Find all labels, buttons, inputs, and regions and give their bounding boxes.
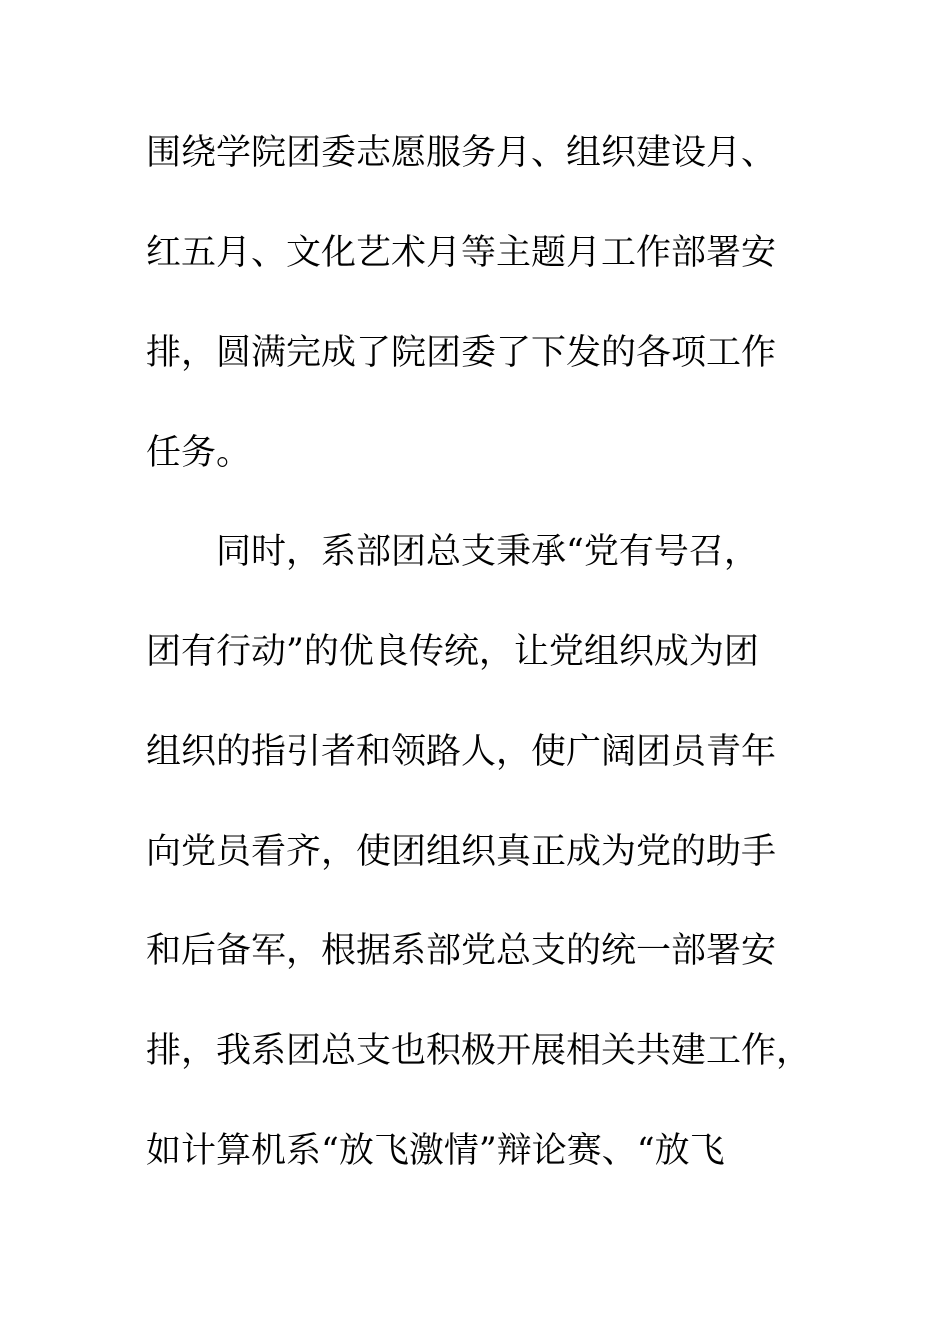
- text-line-3: 排，圆满完成了院团委了下发的各项工作: [146, 333, 777, 373]
- text-line-2: 红五月、文化艺术月等主题月工作部署安: [146, 233, 777, 273]
- text-line-4: 任务。: [146, 433, 252, 473]
- text-line-11: 如计算机系“放飞激情”辩论赛、“放飞: [146, 1131, 725, 1171]
- text-line-6: 团有行动”的优良传统，让党组织成为团: [146, 632, 759, 672]
- paragraph-first-line: 同时，系部团总支秉承“党有号召，: [216, 532, 759, 572]
- text-line-7: 组织的指引者和领路人，使广阔团员青年: [146, 732, 777, 772]
- text-line-10: 排，我系团总支也积极开展相关共建工作，: [146, 1031, 812, 1071]
- text-line-8: 向党员看齐，使团组织真正成为党的助手: [146, 832, 777, 872]
- text-line-1: 围绕学院团委志愿服务月、组织建设月、: [146, 133, 777, 173]
- text-line-9: 和后备军，根据系部党总支的统一部署安: [146, 931, 777, 971]
